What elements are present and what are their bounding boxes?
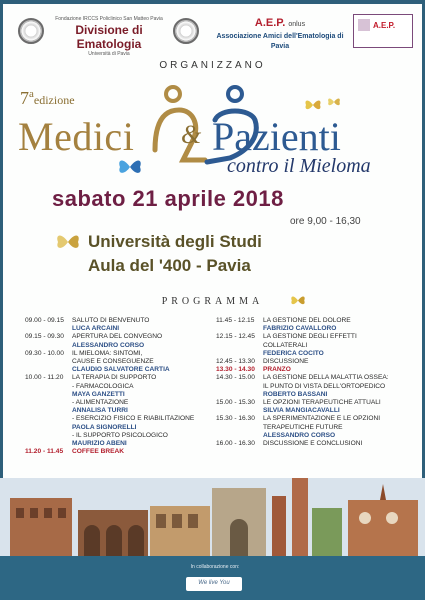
- program-entry: [25, 374, 213, 382]
- entry-speaker: SILVIA MANGIACAVALLI: [263, 407, 340, 415]
- event-date: sabato 21 aprile 2018: [52, 186, 284, 211]
- butterfly-icon: [304, 98, 322, 112]
- venue-line2: Aula del '400 - Pavia: [88, 256, 251, 275]
- aep-block: [210, 16, 350, 52]
- entry-time: 16.00 - 16.30: [216, 440, 255, 448]
- entry-title: LA GESTIONE DEL DOLORE: [263, 317, 351, 324]
- butterfly-icon: [327, 96, 341, 108]
- entry-speaker: ANNALISA TURRI: [72, 407, 128, 415]
- entry-title-cont: CAUSE E CONSEGUENZE: [72, 358, 154, 366]
- entry-time: 11.20 - 11.45: [25, 448, 64, 456]
- entry-time: 15.30 - 16.30: [216, 415, 255, 423]
- entry-time: 09.00 - 09.15: [25, 317, 64, 324]
- entry-title: LA GESTIONE DEGLI EFFETTI: [263, 333, 357, 341]
- entry-time: 15.00 - 15.30: [216, 399, 255, 407]
- entry-topic: - FARMACOLOGICA: [72, 382, 134, 390]
- top-border: [0, 0, 425, 4]
- program-entry-lunch: [216, 366, 402, 374]
- program-heading: PROGRAMMA: [161, 296, 264, 307]
- seal-icon: [18, 18, 44, 44]
- collab-label: In collaborazione con:: [190, 564, 240, 570]
- program-entry: [25, 317, 213, 325]
- institute-line3: Università di Pavia: [88, 51, 130, 57]
- entry-speaker: CLAUDIO SALVATORE CARTIA: [72, 366, 170, 374]
- entry-title-cont: IL PUNTO DI VISTA DELL'ORTOPEDICO: [263, 382, 386, 390]
- aep-logo: [353, 14, 413, 48]
- entry-title: APERTURA DEL CONVEGNO: [72, 333, 163, 341]
- program-entry: [216, 317, 402, 325]
- entry-time: 11.45 - 12.15: [216, 317, 255, 324]
- entry-title: PRANZO: [263, 366, 291, 374]
- entry-time: 09.30 - 10.00: [25, 349, 64, 357]
- entry-speaker: ROBERTO BASSANI: [263, 390, 328, 398]
- program-entry: [216, 399, 402, 407]
- title-left: Medici: [18, 114, 135, 159]
- edition-word: edizione: [33, 93, 75, 107]
- organizers-label: ORGANIZZANO: [159, 60, 266, 71]
- entry-speaker: ALESSANDRO CORSO: [72, 341, 145, 349]
- entry-time: 10.00 - 11.20: [25, 374, 64, 382]
- program-entry: [216, 358, 402, 366]
- entry-time: 12.15 - 12.45: [216, 333, 255, 341]
- program-entry: [216, 415, 402, 423]
- entry-title: LA TERAPIA DI SUPPORTO: [72, 374, 157, 382]
- title-amp: &: [181, 120, 202, 149]
- aep-name: A.E.P.: [254, 17, 286, 29]
- title-subtitle: contro il Mieloma: [227, 155, 371, 177]
- header: [8, 14, 418, 56]
- entry-title: COFFEE BREAK: [72, 448, 125, 456]
- institute-block: [48, 16, 170, 58]
- entry-speaker: MAYA GANZETTI: [72, 390, 125, 398]
- entry-title-cont: COLLATERALI: [263, 341, 308, 349]
- program-entry: [216, 440, 402, 448]
- program-entry: [216, 333, 402, 341]
- butterfly-icon: [55, 232, 81, 252]
- entry-title: IL MIELOMA: SINTOMI,: [72, 349, 143, 357]
- entry-speaker: LUCA ARCAINI: [72, 325, 120, 333]
- aep-logo-text: A.E.P.: [373, 21, 396, 30]
- butterfly-icon: [117, 157, 143, 177]
- collab-logo-text: We live You: [198, 580, 230, 586]
- entry-title: SALUTO DI BENVENUTO: [72, 317, 150, 324]
- entry-time: 09.15 - 09.30: [25, 333, 64, 341]
- entry-speaker: PAOLA SIGNORELLI: [72, 423, 137, 431]
- entry-title: LA GESTIONE DELLA MALATTIA OSSEA:: [263, 374, 389, 382]
- entry-title: LE OPZIONI TERAPEUTICHE ATTUALI: [263, 399, 381, 407]
- entry-speaker: MAURIZIO ABENI: [72, 440, 127, 448]
- program-column-left: [25, 317, 213, 456]
- edition-label: [20, 88, 75, 109]
- edition-suffix: a: [29, 88, 34, 100]
- entry-speaker: ALESSANDRO CORSO: [263, 431, 336, 439]
- entry-topic: - ESERCIZIO FISICO E RIABILITAZIONE: [72, 415, 195, 423]
- pavia-photo-strip: [0, 478, 425, 556]
- seal-icon: [173, 18, 199, 44]
- aep-title: [210, 16, 350, 32]
- event-hours: ore 9,00 - 16,30: [290, 216, 361, 227]
- entry-time: 13.30 - 14.30: [216, 366, 255, 374]
- program-entry: [216, 374, 402, 382]
- entry-speaker: FABRIZIO CAVALLORO: [263, 325, 337, 333]
- program-entry: [25, 350, 213, 358]
- program-entry-break: [25, 448, 213, 456]
- entry-time: 12.45 - 13.30: [216, 358, 255, 366]
- entry-speaker: FEDERICA COCITO: [263, 349, 324, 357]
- program-entry: [25, 333, 213, 341]
- collab-logo: [186, 577, 242, 591]
- aep-logo-mark: [358, 19, 370, 31]
- institute-name: Divisione di Ematologia: [75, 23, 143, 51]
- program-column-right: [216, 317, 402, 448]
- entry-title: DISCUSSIONE E CONCLUSIONI: [263, 440, 363, 448]
- entry-title: DISCUSSIONE: [263, 358, 309, 366]
- institute-line1: Fondazione IRCCS Policlinico San Matteo Pavia: [55, 16, 163, 22]
- venue-line1: Università degli Studi: [88, 232, 262, 251]
- edition-number: 7: [20, 88, 29, 108]
- buildings-illustration: [0, 478, 425, 556]
- entry-topic: - ALIMENTAZIONE: [72, 399, 129, 407]
- entry-title: LA SPERIMENTAZIONE E LE OPZIONI: [263, 415, 381, 423]
- entry-title-cont: TERAPEUTICHE FUTURE: [263, 423, 343, 431]
- entry-topic: - IL SUPPORTO PSICOLOGICO: [72, 431, 168, 439]
- title-right: Pazienti: [212, 114, 341, 159]
- entry-time: 14.30 - 15.00: [216, 374, 255, 382]
- aep-suffix: onlus: [288, 21, 306, 28]
- aep-full-name: Associazione Amici dell'Ematologia di Pavia: [216, 33, 344, 50]
